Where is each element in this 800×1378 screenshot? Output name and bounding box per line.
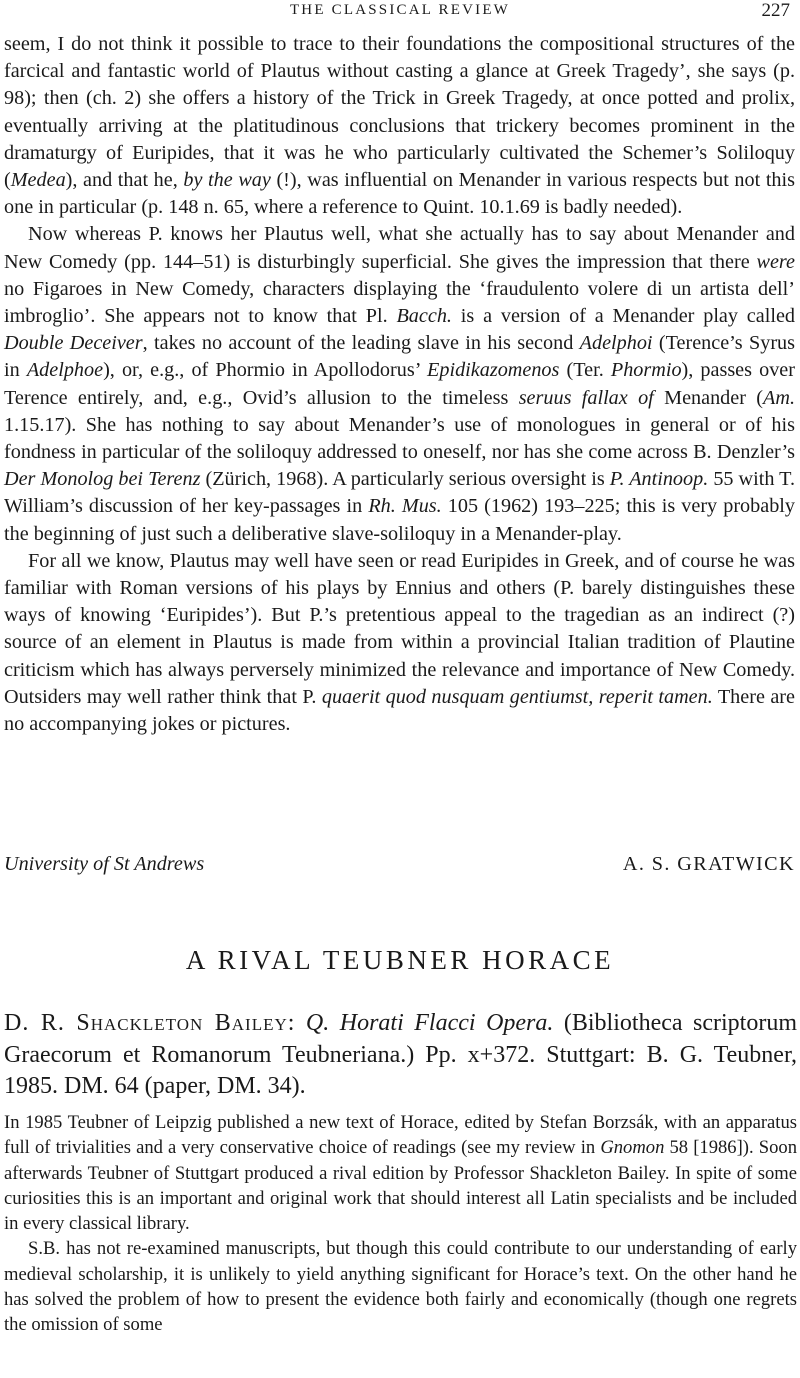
journal-title: THE CLASSICAL REVIEW xyxy=(289,2,511,18)
book-details: (Bibliotheca scriptorum Graecorum et Romanorum Teubneriana.) Pp. x+372. Stuttgart: B. G. Teubner, 1985. DM. 64 (paper, DM. 34). xyxy=(4,1010,797,1099)
book-editor: D. R. Shackleton Bailey: xyxy=(4,1010,296,1036)
new-review-body xyxy=(4,1110,797,1338)
section-title: A RIVAL TEUBNER HORACE xyxy=(185,945,615,975)
review-signature xyxy=(4,853,795,881)
paragraph-leipzig-edition: In 1985 Teubner of Leipzig published a new text of Horace, edited by Stefan Borzsák, with an apparatus full of trivialities and a very conservative choice of readings (see my review in Gnomon 58 [1986]). Soon afterwards Teubner of Stuttgart produced a rival edition by Professor Shackleton Bailey. In spite of some curiosities this is an important and original work that should interest all Latin specialists and be included in every classical library. xyxy=(4,1112,797,1235)
previous-review-body xyxy=(4,31,795,738)
book-title: Q. Horati Flacci Opera. xyxy=(305,1010,554,1036)
book-citation-heading xyxy=(4,1008,797,1103)
paragraph-new-comedy: Now whereas P. knows her Plautus well, what she actually has to say about Menander and New Comedy (pp. 144–51) is disturbingly superficial. She gives the impression that there were no Figaroes in New Comedy, characters displaying the ‘fraudulento volere di un artista dell’ imbroglio’. She appears not to know that Pl. Bacch. is a version of a Menander play called Double Deceiver, takes no account of the leading slave in his second Adelphoi (Terence’s Syrus in Adelphoe), or, e.g., of Phormio in Apollodorus’ Epidikazomenos (Ter. Phormio), passes over Terence entirely, and, e.g., Ovid’s allusion to the timeless seruus fallax of Menander (Am. 1.15.17). She has nothing to say about Menander’s use of monologues in general or of his fondness in particular of the soliloquy addressed to oneself, nor has she come across B. Denzler’s Der Monolog bei Terenz (Zürich, 1968). A particularly serious oversight is P. Antinoop. 55 with T. William’s discussion of her key-passages in Rh. Mus. 105 (1962) 193–225; this is very probably the beginning of just such a deliberative slave-soliloquy in a Menander-play. xyxy=(4,223,795,545)
reviewer-affiliation: University of St Andrews xyxy=(4,853,205,875)
page-number: 227 xyxy=(761,0,790,21)
paragraph-trick-in-tragedy: seem, I do not think it possible to trace to their foundations the compositional structures of the farcical and fantastic world of Plautus without casting a glance at Greek Tragedy’, she says (p. 98); then (ch. 2) she offers a history of the Trick in Greek Tragedy, at once potted and prolix, eventually arriving at the platitudinous conclusions that trickery becomes prominent in the dramaturgy of Euripides, that it was he who particularly cultivated the Schemer’s Soliloquy (Medea), and that he, by the way (!), was influential on Menander in various respects but not this one in particular (p. 148 n. 65, where a reference to Quint. 10.1.69 is badly needed). xyxy=(4,33,795,219)
reviewer-name: A. S. GRATWICK xyxy=(622,853,795,875)
paragraph-manuscripts: S.B. has not re-examined manuscripts, but though this could contribute to our understanding of early medieval scholarship, it is unlikely to yield anything significant for Horace’s text. On the other hand he has solved the problem of how to present the evidence both fairly and economically (though one regrets the omission of some xyxy=(4,1238,797,1336)
running-head xyxy=(0,0,800,26)
paragraph-euripides: For all we know, Plautus may well have seen or read Euripides in Greek, and of course he was familiar with Roman versions of his plays by Ennius and others (P. barely distinguishes these ways of knowing ‘Euripides’). But P.’s pretentious appeal to the tragedian as an indirect (?) source of an element in Plautus is made from within a provincial Italian tradition of Plautine criticism which has always perversely minimized the relevance and importance of New Comedy. Outsiders may well rather think that P. quaerit quod nusquam gentiumst, reperit tamen. There are no accompanying jokes or pictures. xyxy=(4,549,795,736)
